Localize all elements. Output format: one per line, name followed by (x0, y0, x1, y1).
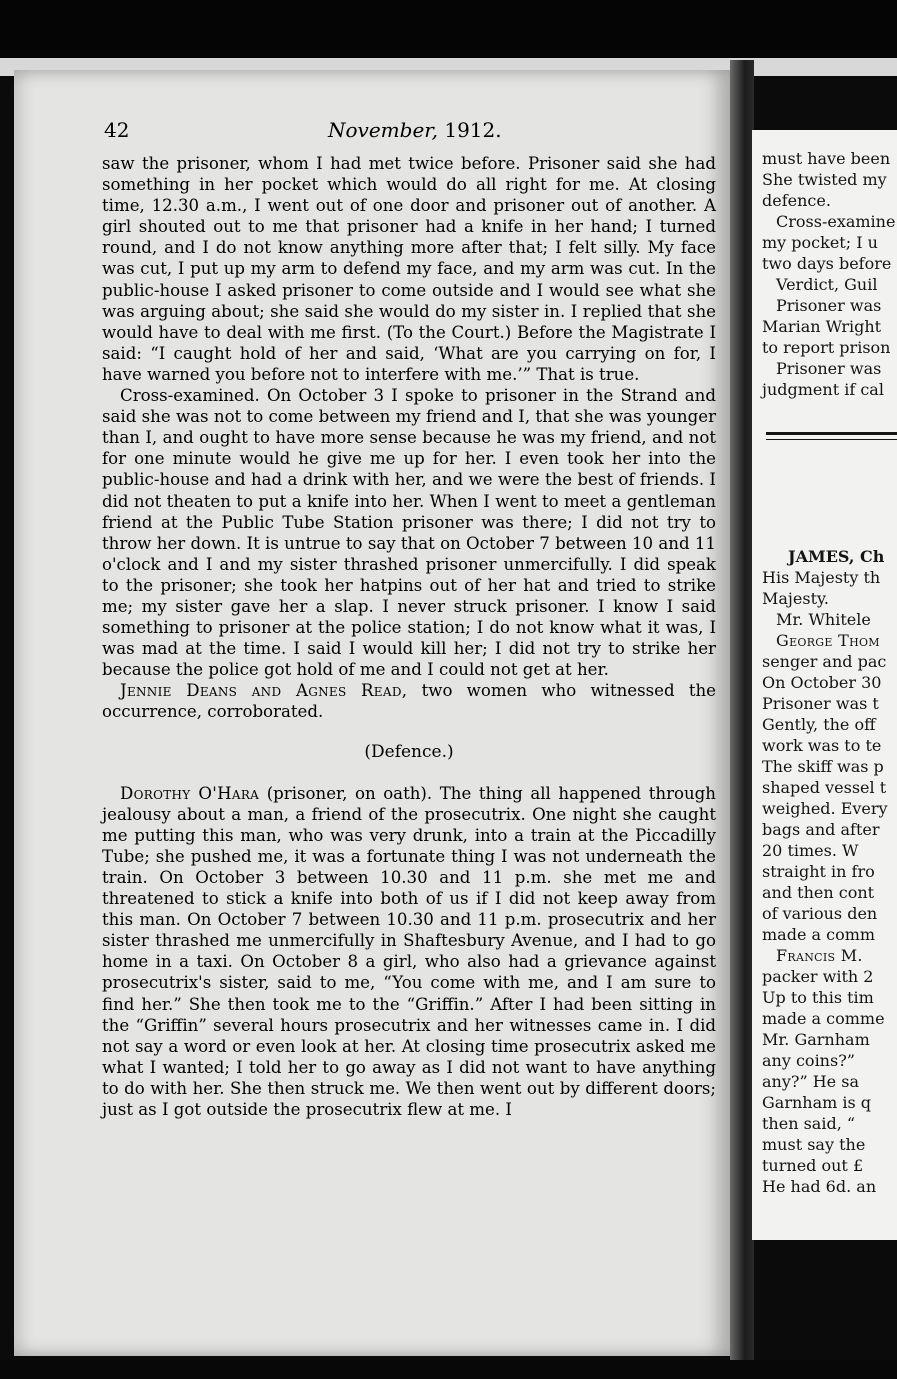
paragraph-cross-examined: Cross-examined. On October 3 I spoke to prisoner in the Strand and said she was not to come between my friend and I, that she was younger than I, and ought to have more sense because he was my friend, and not for one minute would he give me up for her. I even took her into the public-house and had a drink with her, and we were the best of friends. I did not theaten to put a knife into her. When I went to meet a gentleman friend at the Public Tube Station prisoner was there; I did not try to throw her down. It is untrue to say that on October 7 between 10 and 11 o'clock and I and my sister thrashed prisoner unmercifully. I did speak to the prisoner; she took her hatpins out of her hat and tried to strike me; my sister gave her a slap. I never struck prisoner. I know I said something to prisoner at the police station; I do not know what it was, I was mad at the time. I said I would kill her; I did not try to strike her because the police got hold of me and I could not get at her. (102, 386, 716, 680)
section-rule-thin (766, 439, 897, 440)
header-year: 1912. (444, 118, 502, 142)
right-block-upper (762, 148, 897, 400)
defence-text: (prisoner, on oath). The thing all happened through jealousy about a man, a friend of the prosecutrix. One night she caught me putting this man, who was very drunk, into a train at the Piccadilly Tube; she pushed me, it was a fortunate thing I was not underneath the train. On October 3 between 10.30 and 11 p.m. she met me and threatened to stick a knife into both of us if I did not keep away from this man. On October 7 between 10.30 and 11 p.m. prosecutrix and her sister thrashed me unmercifully in Shaftesbury Avenue, and I had to go home in a taxi. On October 8 a girl, who also had a grievance against prosecutrix's sister, said to me, “You come with me, and I am sure to find her.” She then took me to the “Griffin.” After I had been sitting in the “Griffin” several hours prosecutrix and her witnesses came in. I did not say a word or even look at her. At closing time prosecutrix asked me what I wanted; I told her to go away as I did not want to have anything to do with her. She then struck me. We then went out by different doors; just as I got outside the prosecutrix flew at me. I (102, 783, 716, 1120)
right-line: to report prison (762, 338, 891, 357)
right-line: any coins?” (762, 1051, 855, 1070)
right-line: my pocket; I u (762, 233, 878, 252)
right-page-fragment (752, 130, 897, 1240)
right-line: Mr. Garnham (762, 1030, 870, 1049)
right-line: packer with 2 (762, 967, 874, 986)
right-line: two days before (762, 254, 892, 273)
header-month: November, (328, 118, 438, 142)
header-date (328, 118, 502, 142)
witnesses-text: two women who witnessed the occurrence, corroborated. (102, 681, 717, 722)
page-number: 42 (104, 118, 130, 142)
right-line: Cross-examine (776, 212, 896, 231)
right-line: must have been (762, 149, 891, 168)
right-line: any?” He sa (762, 1072, 859, 1091)
right-line: Prisoner was (776, 296, 882, 315)
right-line: Prisoner was (776, 359, 882, 378)
right-line: His Majesty th (762, 568, 881, 587)
right-line: On October 30 (762, 673, 882, 692)
section-rule-thick (766, 432, 897, 435)
paragraph-witnesses (102, 680, 716, 722)
right-line: made a comme (762, 1009, 885, 1028)
right-line: Garnham is q (762, 1093, 872, 1112)
prisoner-name: Dorothy O'Hara (120, 783, 260, 803)
defence-heading: (Defence.) (364, 741, 454, 762)
right-line: She twisted my (762, 170, 887, 189)
paragraph-testimony: saw the prisoner, whom I had met twice before. Prisoner said she had something in her pocket which would do all right for me. At closing time, 12.30 a.m., I went out of one door and prisoner out of another. A girl shouted out to me that prisoner had a knife in her hand; I turned round, and I do not know anything more after that; I felt silly. My face was cut, I put up my arm to defend my face, and my arm was cut. In the public-house I asked prisoner to come outside and I would see what she was arguing about; she said she would do my sister in. I replied that she would have to deal with me first. (To the Court.) Before the Magistrate I said: “I caught hold of her and said, ‘What are you carrying on for, I have warned you before not to interfere with me.’” That is true. (102, 154, 716, 384)
scan-top-border (0, 0, 897, 58)
right-line: 20 times. W (762, 841, 859, 860)
right-line: He had 6d. an (762, 1177, 877, 1196)
right-line: Up to this tim (762, 988, 874, 1007)
right-line: work was to te (762, 736, 882, 755)
right-line: of various den (762, 904, 878, 923)
right-line: Majesty. (762, 589, 829, 608)
right-line: weighed. Every (762, 799, 888, 818)
right-line: JAMES, Ch (788, 547, 885, 566)
right-line: senger and pac (762, 652, 887, 671)
right-line: defence. (762, 191, 831, 210)
right-line: then said, “ (762, 1114, 856, 1133)
right-line: judgment if cal (762, 380, 884, 399)
witness-names: Jennie Deans and Agnes Read, (120, 681, 408, 701)
right-line: made a comm (762, 925, 876, 944)
right-line: and then cont (762, 883, 875, 902)
right-line: The skiff was p (762, 757, 884, 776)
paragraph-defence (102, 783, 716, 1121)
right-block-lower (762, 546, 897, 1197)
right-line: Mr. Whitele (776, 610, 871, 629)
book-gutter (730, 60, 754, 1360)
right-line: Prisoner was t (762, 694, 879, 713)
right-line: Marian Wright (762, 317, 882, 336)
right-line: Verdict, Guil (776, 275, 878, 294)
right-line: turned out £ (762, 1156, 864, 1175)
right-line: Francis M. (776, 946, 863, 965)
scan-bottom-border (0, 1360, 897, 1379)
main-column (102, 153, 716, 1120)
right-line: shaped vessel t (762, 778, 887, 797)
right-line: straight in fro (762, 862, 875, 881)
right-line: bags and after (762, 820, 880, 839)
running-head (104, 114, 704, 144)
right-line: George Thom (776, 631, 880, 650)
right-line: Gently, the off (762, 715, 876, 734)
right-line: must say the (762, 1135, 866, 1154)
